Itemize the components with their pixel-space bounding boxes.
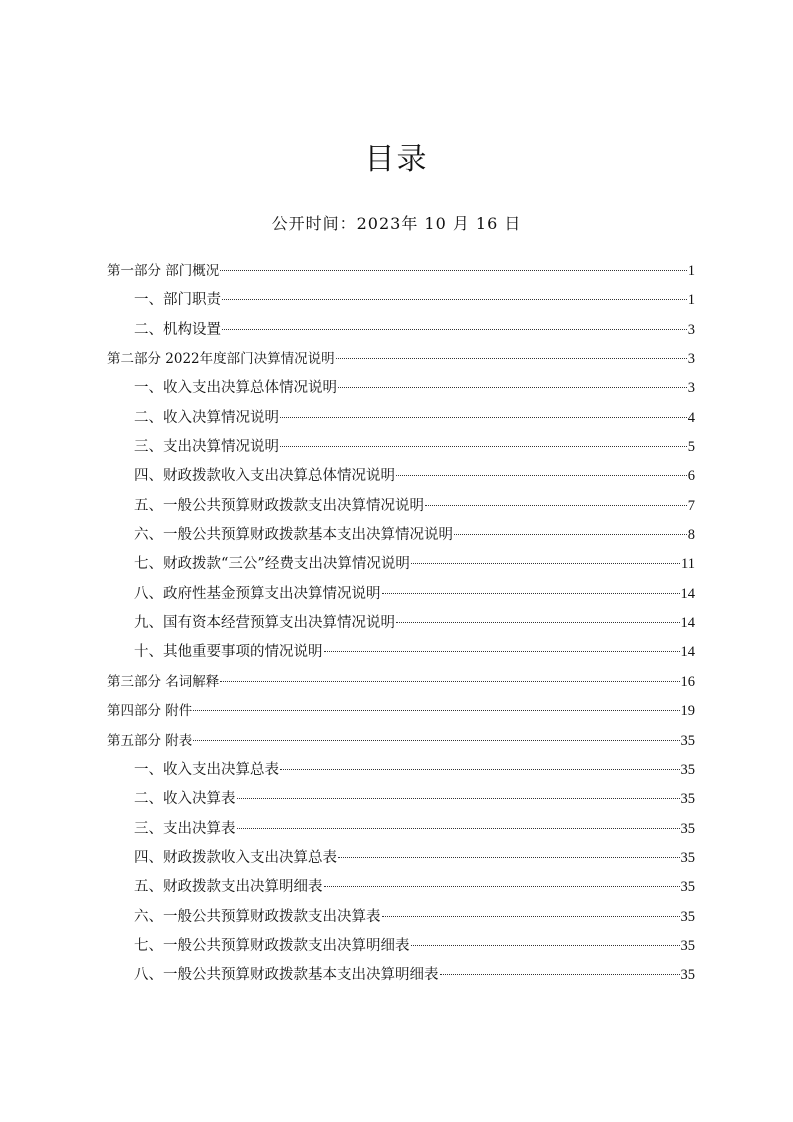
toc-entry-label: 一、部门职责 — [134, 292, 221, 309]
toc-dot-leader — [454, 534, 687, 535]
toc-entry-label: 九、国有资本经营预算支出决算情况说明 — [134, 615, 395, 632]
toc-page-number: 4 — [687, 409, 695, 426]
toc-entry-label: 二、收入决算表 — [134, 791, 236, 808]
toc-entry-label: 三、支出决算表 — [134, 820, 236, 837]
toc-entry-label: 六、一般公共预算财政拨款支出决算表 — [134, 908, 381, 925]
toc-dot-leader — [193, 740, 679, 741]
toc-page-number: 7 — [687, 497, 695, 514]
toc-section-entry[interactable] — [107, 492, 695, 521]
toc-page-number: 35 — [680, 791, 695, 808]
toc-section-entry[interactable] — [107, 286, 695, 315]
toc-dot-leader — [382, 916, 680, 917]
toc-section-entry[interactable] — [107, 609, 695, 638]
toc-dot-leader — [237, 798, 680, 799]
toc-part-entry[interactable] — [107, 345, 695, 374]
toc-page-number: 35 — [680, 761, 695, 778]
toc-page-number: 35 — [680, 879, 695, 896]
toc-section-entry[interactable] — [107, 433, 695, 462]
toc-entry-label: 五、一般公共预算财政拨款支出决算情况说明 — [134, 497, 424, 514]
toc-page-number: 3 — [687, 380, 695, 397]
toc-entry-label: 五、财政拨款支出决算明细表 — [134, 879, 323, 896]
toc-section-entry[interactable] — [107, 638, 695, 667]
toc-dot-leader — [338, 857, 680, 858]
toc-dot-leader — [382, 593, 680, 594]
toc-dot-leader — [237, 828, 680, 829]
toc-page-number: 35 — [680, 732, 695, 749]
toc-dot-leader — [324, 886, 680, 887]
toc-dot-leader — [396, 475, 687, 476]
toc-page-number: 3 — [687, 321, 695, 338]
toc-section-entry[interactable] — [107, 873, 695, 902]
toc-section-entry[interactable] — [107, 961, 695, 990]
toc-page-number: 35 — [680, 849, 695, 866]
toc-dot-leader — [222, 329, 687, 330]
toc-section-entry[interactable] — [107, 404, 695, 433]
toc-section-entry[interactable] — [107, 815, 695, 844]
toc-section-entry[interactable] — [107, 756, 695, 785]
toc-section-entry[interactable] — [107, 903, 695, 932]
toc-section-entry[interactable] — [107, 374, 695, 403]
toc-page-number: 16 — [680, 673, 695, 690]
page-title: 目录 — [364, 142, 429, 177]
toc-entry-label: 第一部分 部门概况 — [107, 263, 220, 279]
toc-dot-leader — [324, 651, 680, 652]
toc-entry-label: 第四部分 附件 — [107, 703, 193, 720]
toc-entry-label: 七、一般公共预算财政拨款支出决算明细表 — [134, 937, 410, 954]
toc-page-number: 35 — [680, 967, 695, 984]
toc-page-number: 19 — [680, 703, 695, 720]
toc-page-number: 14 — [680, 585, 695, 602]
publish-date: 公开时间：2023年 10 月 16 日 — [271, 214, 522, 233]
toc-dot-leader — [280, 446, 687, 447]
toc-part-entry[interactable] — [107, 668, 695, 697]
toc-dot-leader — [220, 681, 679, 682]
toc-part-entry[interactable] — [107, 257, 695, 286]
toc-entry-label: 四、财政拨款收入支出决算总表 — [134, 849, 337, 866]
toc-page-number: 3 — [687, 351, 695, 368]
toc-part-entry[interactable] — [107, 727, 695, 756]
toc-section-entry[interactable] — [107, 550, 695, 579]
toc-section-entry[interactable] — [107, 580, 695, 609]
toc-page-number: 1 — [687, 292, 695, 309]
table-of-contents — [107, 257, 695, 991]
toc-section-entry[interactable] — [107, 316, 695, 345]
toc-entry-label: 八、政府性基金预算支出决算情况说明 — [134, 585, 381, 602]
toc-page-number: 11 — [681, 556, 695, 573]
toc-entry-label: 四、财政拨款收入支出决算总体情况说明 — [134, 468, 395, 485]
toc-section-entry[interactable] — [107, 462, 695, 491]
toc-page-number: 1 — [687, 263, 695, 279]
toc-dot-leader — [280, 769, 680, 770]
toc-entry-label: 七、财政拨款“三公”经费支出决算情况说明 — [134, 556, 410, 573]
toc-dot-leader — [411, 563, 680, 564]
toc-entry-label: 第五部分 附表 — [107, 732, 193, 749]
toc-page-number: 35 — [680, 908, 695, 925]
toc-entry-label: 二、收入决算情况说明 — [134, 409, 279, 426]
toc-dot-leader — [440, 974, 680, 975]
toc-dot-leader — [338, 387, 687, 388]
toc-page-number: 5 — [687, 439, 695, 456]
toc-section-entry[interactable] — [107, 844, 695, 873]
toc-dot-leader — [396, 622, 680, 623]
toc-entry-label: 一、收入支出决算总表 — [134, 761, 279, 778]
toc-entry-label: 六、一般公共预算财政拨款基本支出决算情况说明 — [134, 527, 453, 544]
toc-entry-label: 十、其他重要事项的情况说明 — [134, 644, 323, 661]
toc-dot-leader — [411, 945, 680, 946]
toc-section-entry[interactable] — [107, 932, 695, 961]
toc-entry-label: 二、机构设置 — [134, 321, 221, 338]
toc-dot-leader — [425, 505, 687, 506]
toc-dot-leader — [193, 710, 679, 711]
toc-dot-leader — [336, 358, 687, 359]
toc-dot-leader — [280, 417, 687, 418]
toc-page-number: 35 — [680, 937, 695, 954]
toc-part-entry[interactable] — [107, 697, 695, 726]
toc-entry-label: 一、收入支出决算总体情况说明 — [134, 380, 337, 397]
toc-entry-label: 三、支出决算情况说明 — [134, 439, 279, 456]
toc-page-number: 14 — [680, 644, 695, 661]
toc-section-entry[interactable] — [107, 785, 695, 814]
toc-dot-leader — [222, 299, 687, 300]
toc-entry-label: 第三部分 名词解释 — [107, 673, 220, 690]
toc-section-entry[interactable] — [107, 521, 695, 550]
toc-dot-leader — [220, 270, 686, 271]
toc-page-number: 35 — [680, 820, 695, 837]
toc-page-number: 8 — [687, 527, 695, 544]
toc-entry-label: 第二部分 2022年度部门决算情况说明 — [107, 351, 335, 368]
toc-page-number: 14 — [680, 615, 695, 632]
toc-page-number: 6 — [687, 468, 695, 485]
toc-entry-label: 八、一般公共预算财政拨款基本支出决算明细表 — [134, 967, 439, 984]
